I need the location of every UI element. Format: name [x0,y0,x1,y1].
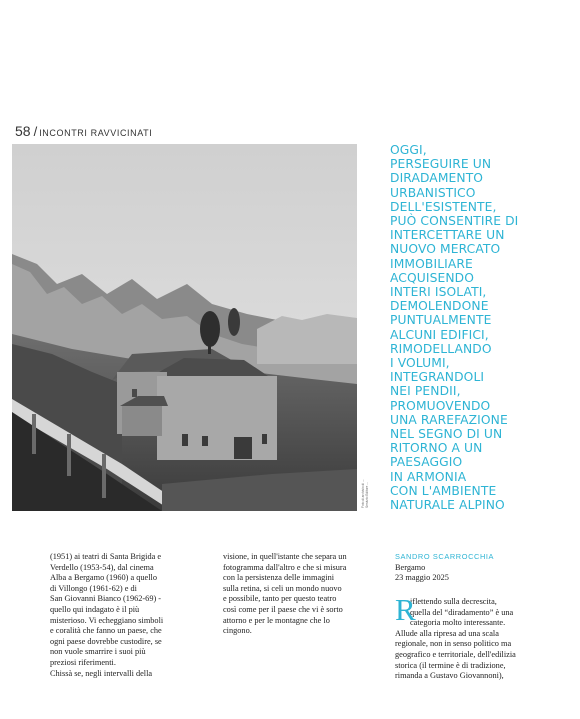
pull-quote-line: ACQUISENDO [390,270,475,285]
author-name: SANDRO SCARROCCHIA [395,552,495,561]
body-line: categoria molto interessante. [410,618,506,628]
pull-quote-line: PROMUOVENDO [390,398,491,413]
pull-quote-line: IN ARMONIA [390,469,467,484]
pull-quote-line: NEI PENDII, [390,384,461,399]
body-column-3 [395,592,545,682]
body-line: Allude alla ripresa ad una scala [395,628,499,638]
body-line: (1951) ai teatri di Santa Brigida e [50,552,162,561]
photo-credit-line: Servizio Editore ... [365,482,369,508]
body-line: cingono. [223,626,252,636]
page-number: 58 [15,123,31,139]
pull-quote-line: PAESAGGIO [390,455,463,470]
pull-quote-line: NATURALE ALPINO [390,498,505,513]
body-line: geografico e territoriale, dell'edilizia [395,649,516,659]
body-line: così come per il paese che vi è sorto [223,604,343,614]
pull-quote-line: CON L'AMBIENTE [390,483,497,498]
pull-quote-line: RITORNO A UN [390,441,483,456]
body-line: quella del “diradamento” è una [410,607,514,617]
page-header [15,123,152,141]
body-line: rimanda a Gustavo Giovannoni), [395,671,504,681]
byline-city: Bergamo [395,562,426,572]
header-separator: / [33,124,38,139]
byline [395,552,494,584]
body-line: fotogramma dall'altro e che si misura [223,562,347,572]
pull-quote-line: DIRADAMENTO [390,171,484,186]
body-line: e possibile, tanto per questo teatro [223,594,337,604]
body-column-2 [223,552,363,637]
photo-credit-line: Foto di archivio di ... [361,479,365,508]
pull-quote-line: UNA RAREFAZIONE [390,412,508,427]
body-line: regionale, non in senso politico ma [395,639,512,649]
body-line: sulla retina, si celi un mondo nuovo [223,583,342,593]
body-line: Alba a Bergamo (1960) a quello [50,573,157,583]
pull-quote-line: PUÒ CONSENTIRE DI [390,214,519,229]
pull-quote-line: DELL'ESISTENTE, [390,199,497,214]
pull-quote-line: INTERCETTARE UN [390,228,505,243]
body-line: Verdello (1953-54), dal cinema [50,562,154,572]
building-photo [12,144,357,511]
pull-quote-line: NUOVO MERCATO [390,242,501,257]
body-column-1 [50,552,190,679]
body-line: attorno e per le montagne che lo [223,615,330,625]
pull-quote-line: INTERI ISOLATI, [390,285,487,300]
body-line: visione, in quell'istante che separa un [223,552,347,561]
body-line: preziosi riferimenti. [50,657,116,667]
pull-quote-line: DEMOLENDONE [390,299,489,314]
pull-quote [390,143,570,512]
pull-quote-line: URBANISTICO [390,185,476,200]
drop-cap: R [395,592,416,627]
pull-quote-line: ALCUNI EDIFICI, [390,327,489,342]
pull-quote-line: RIMODELLANDO [390,341,492,356]
body-line: iflettendo sulla decrescita, [410,597,497,606]
body-line: ogni paese dovrebbe custodire, se [50,636,162,646]
body-line: non vuole smarrire i suoi più [50,647,146,657]
body-line: San Giovanni Bianco (1962-69) - [50,594,162,604]
body-line: Chissà se, negli intervalli della [50,668,153,678]
pull-quote-line: I VOLUMI, [390,356,450,371]
body-line: e coralità che fanno un paese, che [50,626,162,636]
pull-quote-line: NEL SEGNO DI UN [390,427,503,442]
body-line: quello qui indagato è il più [50,604,140,614]
pull-quote-line: PUNTUALMENTE [390,313,492,328]
body-line: di Villongo (1961-62) e di [50,583,137,593]
pull-quote-line: INTEGRANDOLI [390,370,485,385]
byline-date: 23 maggio 2025 [395,573,449,583]
body-line: con la persistenza delle immagini [223,573,335,583]
body-line: storica (il termine è di tradizione, [395,660,506,670]
pull-quote-line: OGGI, [390,143,427,157]
section-title: INCONTRI RAVVICINATI [39,128,153,138]
pull-quote-line: PERSEGUIRE UN [390,157,492,172]
photo-credit [361,464,369,508]
pull-quote-line: IMMOBILIARE [390,256,473,271]
body-line: misterioso. Vi echeggiano simboli [50,615,164,625]
